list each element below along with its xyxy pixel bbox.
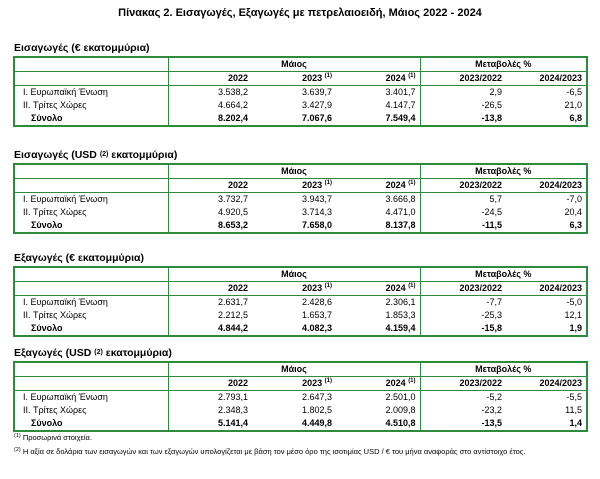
section-title: Εξαγωγές (USD $^{(2)}$ εκατομμύρια) [14,347,172,359]
section-exports-eur [13,251,588,337]
col-2023: 2023 $^{(1)}$ [252,179,336,193]
col-change-2: 2024/2023 [506,282,586,296]
table-row: II. Τρίτες Χώρες 2.212,5 1.653,7 1.853,3 -25,3 12,1 [23,310,582,320]
col-2023: 2023 $^{(1)}$ [252,282,336,296]
col-2024: 2024 $^{(1)}$ [336,377,420,391]
table-row: I. Ευρωπαϊκή Ένωση 3.732,7 3.943,7 3.666,8 5,7 -7,0 [23,194,582,204]
page-title: Πίνακας 2. Εισαγωγές, Εξαγωγές με πετρελαιοειδή, Μάιος 2022 - 2024 [118,7,482,19]
col-change-1: 2023/2022 [420,282,506,296]
footnotes [14,432,584,457]
data-table [13,266,588,337]
section-exports-usd [13,346,588,432]
total-row: Σύνολο 8.202,4 7.067,6 7.549,4 -13,8 6,8 [31,113,582,123]
col-change-2: 2024/2023 [506,377,586,391]
changes-header: Μεταβολές % [420,363,586,377]
table-row: II. Τρίτες Χώρες 4.920,5 3.714,3 4.471,0 -24,5 20,4 [23,207,582,217]
total-row: Σύνολο 4.844,2 4.082,3 4.159,4 -15,8 1,9 [31,323,582,333]
col-change-1: 2023/2022 [420,179,506,193]
month-header: Μάιος [168,363,420,377]
col-change-1: 2023/2022 [420,377,506,391]
col-2023: 2023 $^{(1)}$ [252,377,336,391]
total-row: Σύνολο 5.141,4 4.449,8 4.510,8 -13,5 1,4 [31,418,582,428]
section-title: Εξαγωγές (€ εκατομμύρια) [14,252,144,264]
changes-header: Μεταβολές % [420,58,586,72]
changes-header: Μεταβολές % [420,268,586,282]
table-row: II. Τρίτες Χώρες 2.348,3 1.802,5 2.009,8 -23,2 11,5 [23,405,582,415]
data-table [13,361,588,432]
col-change-2: 2024/2023 [506,179,586,193]
col-2024: 2024 $^{(1)}$ [336,72,420,86]
section-imports-eur [13,41,588,127]
section-imports-usd [13,148,588,234]
month-header: Μάιος [168,58,420,72]
col-2024: 2024 $^{(1)}$ [336,282,420,296]
data-table [13,56,588,127]
month-header: Μάιος [168,165,420,179]
footnote-1: $^{(1)}$ Προσωρινά στοιχεία. [14,433,92,442]
col-2022: 2022 [168,377,252,391]
month-header: Μάιος [168,268,420,282]
col-2024: 2024 $^{(1)}$ [336,179,420,193]
table-row: II. Τρίτες Χώρες 4.664,2 3.427,9 4.147,7 -26,5 21,0 [23,100,582,110]
col-2022: 2022 [168,282,252,296]
total-row: Σύνολο 8.653,2 7.658,0 8.137,8 -11,5 6,3 [31,220,582,230]
col-2022: 2022 [168,72,252,86]
footnote-2: $^{(2)}$ Η αξία σε δολάρια των εισαγωγών και των εξαγωγών υπολογίζεται με βάση τον μέσο όρο της ισοτιμίας USD / € του μήνα αναφοράς στο αντίστοιχο έτος. [14,447,526,456]
col-2023: 2023 $^{(1)}$ [252,72,336,86]
col-change-2: 2024/2023 [506,72,586,86]
table-row: I. Ευρωπαϊκή Ένωση 2.793,1 2.647,3 2.501,0 -5,2 -5,5 [23,392,582,402]
section-title: Εισαγωγές (€ εκατομμύρια) [14,42,150,54]
table-row: I. Ευρωπαϊκή Ένωση 2.631,7 2.428,6 2.306,1 -7,7 -5,0 [23,297,582,307]
col-2022: 2022 [168,179,252,193]
col-change-1: 2023/2022 [420,72,506,86]
changes-header: Μεταβολές % [420,165,586,179]
table-row: I. Ευρωπαϊκή Ένωση 3.538,2 3.639,7 3.401,7 2,9 -6,5 [23,87,582,97]
data-table [13,163,588,234]
section-title: Εισαγωγές (USD $^{(2)}$ εκατομμύρια) [14,149,178,161]
